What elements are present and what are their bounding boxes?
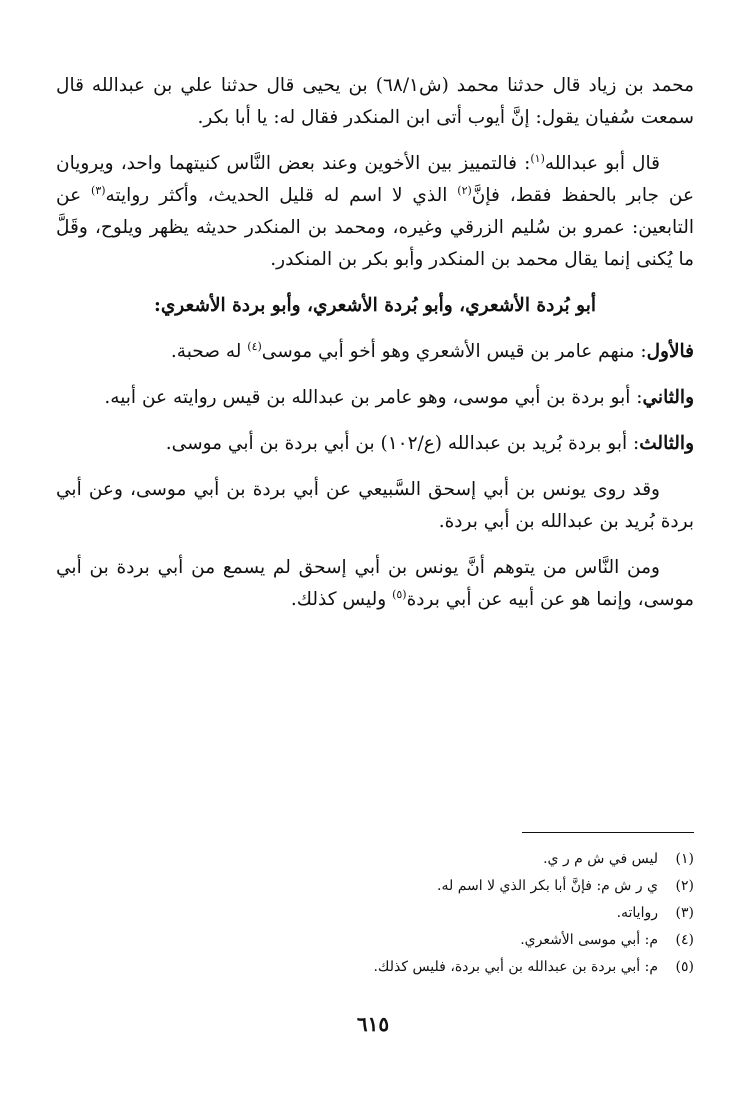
footnote-text: م: أبي موسى الأشعري. bbox=[520, 932, 658, 948]
paragraph-4-lead: والثاني bbox=[642, 387, 694, 408]
paragraph-3-text-a: : منهم عامر بن قيس الأشعري وهو أخو أبي موسى bbox=[261, 341, 647, 362]
main-text bbox=[56, 70, 694, 616]
footnote-number: (٤) bbox=[675, 932, 694, 948]
footnote bbox=[56, 846, 694, 873]
footnote-separator bbox=[522, 832, 694, 833]
section-heading-text: أبو بُردة الأشعري، وأبو بُردة الأشعري، وأبو بردة الأشعري: bbox=[154, 295, 596, 316]
footnote-text: ي ر ش م: فإنَّ أبا بكر الذي لا اسم له. bbox=[437, 878, 658, 894]
paragraph-6-text: وقد روى يونس بن أبي إسحق السَّبيعي عن أبي بردة بن أبي موسى، وعن أبي بردة بُريد بن عبدالله بن أبي بردة. bbox=[56, 479, 694, 532]
paragraph-7-text-a: ومن النَّاس من يتوهم أنَّ يونس بن أبي إسحق لم يسمع من أبي بردة بن أبي موسى، وإنما هو عن أبيه عن أبي بردة bbox=[56, 557, 694, 610]
footnote-text: ليس في ش م ر ي. bbox=[543, 851, 658, 867]
paragraph-5 bbox=[56, 428, 694, 460]
footnote-number: (٣) bbox=[675, 905, 694, 921]
paragraph-2 bbox=[56, 148, 694, 276]
footnote-ref-2: (٢) bbox=[457, 183, 472, 197]
paragraph-6 bbox=[56, 474, 694, 538]
paragraph-2-text-d: عن التابعين: عمرو بن سُليم الزرقي وغيره، ومحمد بن المنكدر حديثه يظهر ويلوح، وقَلَّ ما يُكنى إنما يقال محمد بن المنكدر وأبو بكر بن المنكدر. bbox=[56, 185, 694, 270]
paragraph-2-text-b: : فالتمييز بين الأخوين وعند بعض النَّاس كنيتهما واحد، ويرويان عن جابر بالحفظ فقط، فإنَّ bbox=[56, 153, 694, 206]
footnote bbox=[56, 900, 694, 927]
section-heading bbox=[56, 290, 694, 322]
paragraph-4 bbox=[56, 382, 694, 414]
footnote-ref-4: (٤) bbox=[247, 339, 262, 353]
paragraph-2-text-a: قال أبو عبدالله bbox=[544, 153, 660, 174]
paragraph-3 bbox=[56, 336, 694, 368]
footnotes bbox=[56, 846, 694, 981]
footnote-ref-3: (٣) bbox=[91, 183, 106, 197]
footnote-text: م: أبي بردة بن عبدالله بن أبي بردة، فليس كذلك. bbox=[373, 959, 658, 975]
footnote-ref-1: (١) bbox=[530, 151, 545, 165]
paragraph-4-text: : أبو بردة بن أبي موسى، وهو عامر بن عبدالله بن قيس روايته عن أبيه. bbox=[104, 387, 643, 408]
footnote bbox=[56, 954, 694, 981]
footnote bbox=[56, 873, 694, 900]
paragraph-1-text: محمد بن زياد قال حدثنا محمد (ش٦٨/١) بن يحيى قال حدثنا علي بن عبدالله قال سمعت سُفيان يقول: إنَّ أيوب أتى ابن المنكدر فقال له: يا أبا بكر. bbox=[56, 75, 694, 128]
footnote-text: رواياته. bbox=[616, 905, 658, 921]
paragraph-1 bbox=[56, 70, 694, 134]
paragraph-3-text-b: له صحبة. bbox=[170, 341, 248, 362]
paragraph-7 bbox=[56, 552, 694, 616]
footnote-number: (١) bbox=[675, 851, 694, 867]
paragraph-3-lead: فالأول bbox=[646, 341, 694, 362]
footnote-number: (٥) bbox=[675, 959, 694, 975]
paragraph-5-lead: والثالث bbox=[639, 433, 694, 454]
paragraph-7-text-b: وليس كذلك. bbox=[290, 589, 393, 610]
page-number: ٦١٥ bbox=[356, 1012, 390, 1036]
paragraph-5-text: : أبو بردة بُريد بن عبدالله (ع/١٠٢) بن أبي بردة بن أبي موسى. bbox=[165, 433, 640, 454]
paragraph-2-text-c: الذي لا اسم له قليل الحديث، وأكثر روايته bbox=[105, 185, 458, 206]
footnote bbox=[56, 927, 694, 954]
footnote-number: (٢) bbox=[675, 878, 694, 894]
footnote-ref-5: (٥) bbox=[392, 587, 407, 601]
